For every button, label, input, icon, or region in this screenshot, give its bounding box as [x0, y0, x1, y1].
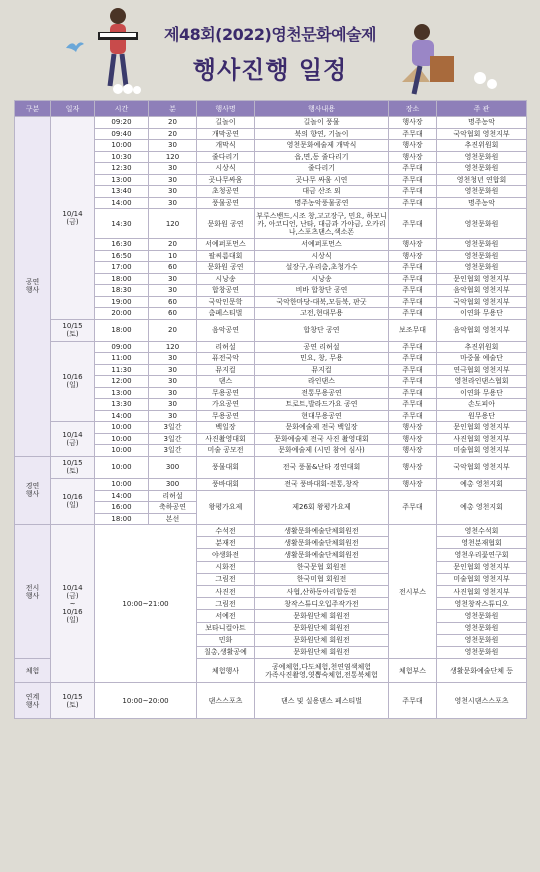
schedule-table [14, 100, 527, 719]
date-cell: 10/15 (토) [51, 319, 95, 341]
minutes-cell: 120 [149, 151, 197, 163]
event-name-cell: 풍물공연 [197, 197, 255, 209]
venue-cell: 주무대 [389, 410, 437, 422]
venue-cell: 주무대 [389, 262, 437, 274]
event-content-cell: 생활문화예술단체회원전 [255, 549, 389, 561]
host-cell: 국악협회 영천지부 [437, 128, 527, 140]
time-cell: 10:00 [95, 456, 149, 478]
host-cell: 영천문화원 [437, 151, 527, 163]
event-name-cell: 분재전 [197, 537, 255, 549]
venue-cell: 행사장 [389, 151, 437, 163]
venue-cell: 행사장 [389, 117, 437, 129]
event-content-cell: 댄스 및 실용댄스 페스티벌 [255, 683, 389, 719]
host-cell: 문인협회 영천지부 [437, 273, 527, 285]
minutes-cell: 60 [149, 296, 197, 308]
host-cell: 국악협회 영천지부 [437, 456, 527, 478]
minutes-cell: 30 [149, 376, 197, 388]
host-cell: 영천라인댄스협회 [437, 376, 527, 388]
table-row [15, 117, 527, 129]
category-cell: 경연 행사 [15, 456, 51, 525]
host-cell: 예총 영천지회 [437, 478, 527, 490]
minutes-cell: 본선 [149, 513, 197, 525]
minutes-cell: 30 [149, 387, 197, 399]
host-cell: 영천문화원 [437, 634, 527, 646]
event-name-cell: 길놀이 [197, 117, 255, 129]
event-content-cell: 한국문협 회원전 [255, 561, 389, 573]
venue-cell: 주무대 [389, 683, 437, 719]
event-content-cell: 전국 풍바대회-전통,창작 [255, 478, 389, 490]
event-content-cell: 명주농악풍물공연 [255, 197, 389, 209]
event-content-cell: 서예퍼포먼스 [255, 239, 389, 251]
event-content-cell: 생활문화예술단체회원전 [255, 525, 389, 537]
table-row [15, 341, 527, 353]
host-cell: 미술협회 영천지부 [437, 573, 527, 585]
event-name-cell: 팔씨름대회 [197, 250, 255, 262]
table-row [15, 422, 527, 434]
col-header: 일자 [51, 101, 95, 117]
minutes-cell: 20 [149, 117, 197, 129]
event-name-cell: 왕평가요제 [197, 490, 255, 525]
event-content-cell: 합창단 공연 [255, 319, 389, 341]
venue-cell: 주무대 [389, 490, 437, 525]
event-content-cell: 한국미협 회원전 [255, 573, 389, 585]
minutes-cell: 20 [149, 239, 197, 251]
host-cell: 영천문화원 [437, 622, 527, 634]
venue-cell: 행사장 [389, 239, 437, 251]
minutes-cell: 리허설 [149, 490, 197, 502]
host-cell: 미술협회 영천지부 [437, 445, 527, 457]
page-title: 행사진행 일정 [192, 56, 348, 84]
event-name-cell: 개막공연 [197, 128, 255, 140]
host-cell: 영천우리꽃연구회 [437, 549, 527, 561]
table-row [15, 683, 527, 719]
event-name-cell: 서예퍼포먼스 [197, 239, 255, 251]
date-cell: 10/14 (금) ~ 10/16 (일) [51, 525, 95, 683]
event-name-cell: 사진전 [197, 585, 255, 597]
host-cell: 사진협회 영천지부 [437, 433, 527, 445]
event-content-cell: 문화예술제 전국 사진 촬영대회 [255, 433, 389, 445]
minutes-cell: 30 [149, 186, 197, 198]
event-name-cell: 체험행사 [197, 659, 255, 683]
host-cell: 문인협회 영천지부 [437, 561, 527, 573]
event-content-cell: 부루스밴드,시조 창,고고장구, 민요, 하모니카, 아코디언, 난타, 대금과 가야금, 오카리나,스포츠댄스,색소폰 [255, 209, 389, 239]
time-cell: 14:00 [95, 410, 149, 422]
event-name-cell: 문화원 공연 [197, 209, 255, 239]
host-cell: 영천문화원 [437, 610, 527, 622]
host-cell: 손도피아 [437, 399, 527, 411]
venue-cell: 주무대 [389, 209, 437, 239]
venue-cell: 주무대 [389, 128, 437, 140]
event-name-cell: 음악공연 [197, 319, 255, 341]
minutes-cell: 20 [149, 128, 197, 140]
time-cell: 16:50 [95, 250, 149, 262]
event-content-cell: 사협,산하동아리합동전 [255, 585, 389, 597]
time-cell: 16:00 [95, 502, 149, 514]
host-cell: 명주농악 [437, 197, 527, 209]
host-cell: 예총 영천지회 [437, 490, 527, 525]
minutes-cell: 10 [149, 250, 197, 262]
time-cell: 09:20 [95, 117, 149, 129]
minutes-cell: 30 [149, 353, 197, 365]
venue-cell: 주무대 [389, 399, 437, 411]
event-name-cell: 수석전 [197, 525, 255, 537]
table-header-row [15, 101, 527, 117]
event-name-cell: 초청공연 [197, 186, 255, 198]
time-cell: 09:40 [95, 128, 149, 140]
minutes-cell: 3일간 [149, 445, 197, 457]
venue-cell: 주무대 [389, 174, 437, 186]
event-content-cell: 현대무용공연 [255, 410, 389, 422]
event-content-cell: 문화예술제 (시민 참여 심사) [255, 445, 389, 457]
host-cell: 연극협회 영천지부 [437, 364, 527, 376]
minutes-cell: 30 [149, 174, 197, 186]
event-name-cell: 칠총,생활공예 [197, 646, 255, 658]
time-cell: 10:00 [95, 422, 149, 434]
date-cell: 10/14 (금) [51, 422, 95, 457]
minutes-cell: 60 [149, 262, 197, 274]
category-cell: 공연 행사 [15, 117, 51, 457]
event-name-cell: 보타니컬아트 [197, 622, 255, 634]
minutes-cell: 30 [149, 285, 197, 297]
event-name-cell: 풍바대회 [197, 478, 255, 490]
venue-cell: 주무대 [389, 387, 437, 399]
time-cell: 10:30 [95, 151, 149, 163]
event-content-cell: 문화원단체 회원전 [255, 646, 389, 658]
col-header: 장소 [389, 101, 437, 117]
time-cell: 18:00 [95, 273, 149, 285]
event-name-cell: 민화 [197, 634, 255, 646]
event-name-cell: 시낭송 [197, 273, 255, 285]
venue-cell: 주무대 [389, 186, 437, 198]
time-cell: 20:00 [95, 308, 149, 320]
host-cell: 명주농악 [437, 117, 527, 129]
time-cell: 10:00 [95, 140, 149, 152]
event-name-cell: 미술 공모전 [197, 445, 255, 457]
time-cell: 10:00 [95, 445, 149, 457]
minutes-cell: 300 [149, 456, 197, 478]
host-cell: 추진위원회 [437, 341, 527, 353]
time-cell: 14:30 [95, 209, 149, 239]
time-cell: 10:00~21:00 [95, 525, 197, 683]
header [0, 0, 540, 96]
category-cell: 전시 행사 [15, 525, 51, 659]
minutes-cell: 300 [149, 478, 197, 490]
minutes-cell: 30 [149, 197, 197, 209]
time-cell: 19:00 [95, 296, 149, 308]
time-cell: 11:30 [95, 364, 149, 376]
event-name-cell: 야생화전 [197, 549, 255, 561]
event-content-cell: 시상식 [255, 250, 389, 262]
date-cell: 10/15 (토) [51, 683, 95, 719]
col-header: 분 [149, 101, 197, 117]
event-name-cell: 시상식 [197, 163, 255, 175]
host-cell: 영천문화원 [437, 239, 527, 251]
event-content-cell: 라인댄스 [255, 376, 389, 388]
host-cell: 영천청년 연합회 [437, 174, 527, 186]
time-cell: 14:00 [95, 197, 149, 209]
time-cell: 16:30 [95, 239, 149, 251]
event-name-cell: 댄스스포츠 [197, 683, 255, 719]
event-name-cell: 풍물대회 [197, 456, 255, 478]
table-row [15, 525, 527, 537]
venue-cell: 주무대 [389, 308, 437, 320]
host-cell: 사진협회 영천지부 [437, 585, 527, 597]
event-content-cell: 줄다리기 [255, 163, 389, 175]
event-name-cell: 문화원 공연 [197, 262, 255, 274]
col-header: 구분 [15, 101, 51, 117]
minutes-cell: 3일간 [149, 433, 197, 445]
venue-cell: 주무대 [389, 273, 437, 285]
event-name-cell: 줄다리기 [197, 151, 255, 163]
time-cell: 18:30 [95, 285, 149, 297]
event-content-cell: 문화원단체 회원전 [255, 634, 389, 646]
category-cell: 연계 행사 [15, 683, 51, 719]
time-cell: 12:30 [95, 163, 149, 175]
venue-cell: 행사장 [389, 422, 437, 434]
event-content-cell: 읍,면,동 줄다리기 [255, 151, 389, 163]
host-cell: 이연화 무용단 [437, 387, 527, 399]
venue-cell: 행사장 [389, 433, 437, 445]
event-name-cell: 개막식 [197, 140, 255, 152]
event-name-cell: 사진촬영대회 [197, 433, 255, 445]
host-cell: 영천분재협회 [437, 537, 527, 549]
venue-cell: 행사장 [389, 478, 437, 490]
host-cell: 이연화 무용단 [437, 308, 527, 320]
time-cell: 11:00 [95, 353, 149, 365]
time-cell: 12:00 [95, 376, 149, 388]
venue-cell: 주무대 [389, 197, 437, 209]
event-content-cell: 문화원단체 회원전 [255, 610, 389, 622]
minutes-cell: 20 [149, 319, 197, 341]
time-cell: 13:00 [95, 174, 149, 186]
event-content-cell: 길놀이 풍물 [255, 117, 389, 129]
date-cell: 10/15 (토) [51, 456, 95, 478]
event-content-cell: 비바 합창단 공연 [255, 285, 389, 297]
time-cell: 18:00 [95, 513, 149, 525]
event-name-cell: 서예전 [197, 610, 255, 622]
event-content-cell: 대금 산조 외 [255, 186, 389, 198]
event-content-cell: 제26회 왕평가요제 [255, 490, 389, 525]
time-cell: 09:00 [95, 341, 149, 353]
venue-cell: 전시부스 [389, 525, 437, 659]
venue-cell: 주무대 [389, 341, 437, 353]
event-content-cell: 문화원단체 회원전 [255, 622, 389, 634]
event-content-cell: 전통무용공연 [255, 387, 389, 399]
host-cell: 영천창작스튜디오 [437, 598, 527, 610]
time-cell: 17:00 [95, 262, 149, 274]
minutes-cell: 30 [149, 399, 197, 411]
venue-cell: 체험부스 [389, 659, 437, 683]
event-content-cell: 공연 리허설 [255, 341, 389, 353]
event-name-cell: 곳나무싸움 [197, 174, 255, 186]
date-cell: 10/16 (일) [51, 478, 95, 525]
event-content-cell: 문화예술제 전국 백일장 [255, 422, 389, 434]
event-content-cell: 전국 풍물&난타 경연대회 [255, 456, 389, 478]
event-name-cell: 그림전 [197, 598, 255, 610]
host-cell: 음악협회 영천지부 [437, 285, 527, 297]
venue-cell: 보조무대 [389, 319, 437, 341]
table-row [15, 478, 527, 490]
event-name-cell: 합창공연 [197, 285, 255, 297]
minutes-cell: 30 [149, 163, 197, 175]
event-name-cell: 시화전 [197, 561, 255, 573]
date-cell: 10/14 (금) [51, 117, 95, 320]
minutes-cell: 30 [149, 364, 197, 376]
category-cell: 체험 [15, 659, 51, 683]
minutes-cell: 60 [149, 308, 197, 320]
event-content-cell: 시낭송 [255, 273, 389, 285]
host-cell: 영천문화원 [437, 262, 527, 274]
venue-cell: 행사장 [389, 250, 437, 262]
event-content-cell: 트로트,발라드가요 공연 [255, 399, 389, 411]
event-content-cell: 곳나무 싸움 시연 [255, 174, 389, 186]
host-cell: 영천문화원 [437, 186, 527, 198]
col-header: 행사내용 [255, 101, 389, 117]
venue-cell: 행사장 [389, 456, 437, 478]
event-name-cell: 국악인문학 [197, 296, 255, 308]
table-row [15, 456, 527, 478]
minutes-cell: 120 [149, 341, 197, 353]
event-name-cell: 뮤지컬 [197, 364, 255, 376]
host-cell: 음악협회 영천지부 [437, 319, 527, 341]
minutes-cell: 30 [149, 273, 197, 285]
host-cell: 영천문화원 [437, 250, 527, 262]
venue-cell: 주무대 [389, 353, 437, 365]
table-row [15, 319, 527, 341]
event-name-cell: 가요공연 [197, 399, 255, 411]
host-cell: 영천문화원 [437, 646, 527, 658]
festival-title: 제48회(2022)영천문화예술제 [163, 25, 377, 44]
venue-cell: 주무대 [389, 296, 437, 308]
event-content-cell: 공예체험,다도체험,천연염색체험 가족사진촬영,엿뽑숙체험,전통북체험 [255, 659, 389, 683]
host-cell: 추진위원회 [437, 140, 527, 152]
event-name-cell: 댄스 [197, 376, 255, 388]
host-cell: 원무용단 [437, 410, 527, 422]
host-cell: 영천문화원 [437, 163, 527, 175]
minutes-cell: 120 [149, 209, 197, 239]
event-content-cell: 민요, 창, 무용 [255, 353, 389, 365]
time-cell: 14:00 [95, 490, 149, 502]
time-cell: 13:00 [95, 387, 149, 399]
event-name-cell: 리허설 [197, 341, 255, 353]
event-content-cell: 북의 향연, 기놀이 [255, 128, 389, 140]
col-header: 행사명 [197, 101, 255, 117]
time-cell: 13:30 [95, 399, 149, 411]
venue-cell: 주무대 [389, 163, 437, 175]
venue-cell: 주무대 [389, 376, 437, 388]
minutes-cell: 30 [149, 140, 197, 152]
minutes-cell: 축하공연 [149, 502, 197, 514]
host-cell: 영천수석회 [437, 525, 527, 537]
time-cell: 10:00 [95, 433, 149, 445]
host-cell: 국악협회 영천지부 [437, 296, 527, 308]
time-cell: 10:00~20:00 [95, 683, 197, 719]
venue-cell: 주무대 [389, 364, 437, 376]
event-content-cell: 창작스튜디오입주작가전 [255, 598, 389, 610]
host-cell: 문인협회 영천지부 [437, 422, 527, 434]
event-name-cell: 무용공연 [197, 387, 255, 399]
event-content-cell: 영천문화예술제 개막식 [255, 140, 389, 152]
event-name-cell: 무용공연 [197, 410, 255, 422]
event-content-cell: 국악한마당-대북,모듬북, 판굿 [255, 296, 389, 308]
event-content-cell: 고전,현대무용 [255, 308, 389, 320]
minutes-cell: 3일간 [149, 422, 197, 434]
minutes-cell: 30 [149, 410, 197, 422]
host-cell: 마중물 예술단 [437, 353, 527, 365]
venue-cell: 행사장 [389, 140, 437, 152]
event-name-cell: 춤페스티벌 [197, 308, 255, 320]
event-name-cell: 백일장 [197, 422, 255, 434]
col-header: 주 관 [437, 101, 527, 117]
venue-cell: 주무대 [389, 285, 437, 297]
col-header: 시간 [95, 101, 149, 117]
event-content-cell: 생활문화예술단체회원전 [255, 537, 389, 549]
date-cell: 10/16 (일) [51, 341, 95, 422]
host-cell: 영천시댄스스포츠 [437, 683, 527, 719]
host-cell: 영천문화원 [437, 209, 527, 239]
time-cell: 10:00 [95, 478, 149, 490]
host-cell: 생활문화예술단체 등 [437, 659, 527, 683]
event-content-cell: 뮤지컬 [255, 364, 389, 376]
venue-cell: 행사장 [389, 445, 437, 457]
time-cell: 13:40 [95, 186, 149, 198]
time-cell: 18:00 [95, 319, 149, 341]
event-name-cell: 그림전 [197, 573, 255, 585]
event-content-cell: 설장구,우리춤,초청가수 [255, 262, 389, 274]
event-name-cell: 퓨전국악 [197, 353, 255, 365]
